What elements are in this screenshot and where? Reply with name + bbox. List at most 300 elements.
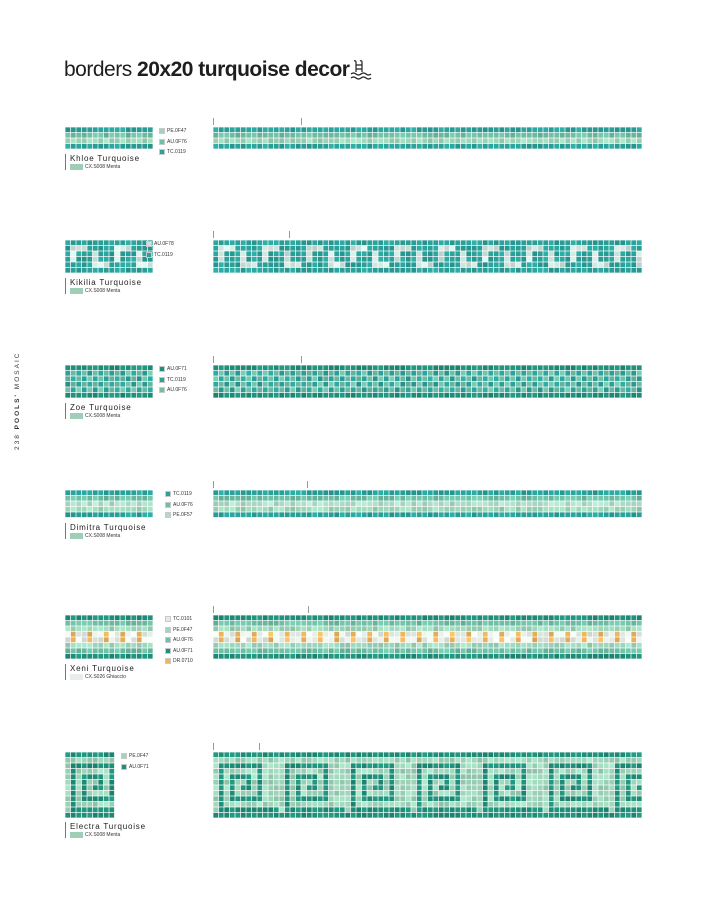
tile	[554, 774, 559, 779]
tile	[587, 785, 592, 790]
tile	[312, 371, 317, 376]
tile	[631, 758, 636, 763]
tile	[466, 769, 471, 774]
tile	[257, 251, 262, 256]
tile	[279, 133, 284, 138]
tile	[494, 387, 499, 392]
tile	[362, 371, 367, 376]
tile	[516, 643, 521, 648]
tile	[615, 621, 620, 626]
tile	[554, 371, 559, 376]
tile	[444, 262, 449, 267]
tile	[609, 144, 614, 149]
tile	[71, 507, 76, 512]
tile	[296, 654, 301, 659]
tile	[109, 758, 114, 763]
tile	[257, 365, 262, 370]
tile	[109, 813, 114, 818]
tile	[433, 240, 438, 245]
tile	[224, 807, 229, 812]
tile	[241, 371, 246, 376]
small-sample	[65, 127, 153, 149]
tile	[98, 490, 103, 495]
tile	[598, 512, 603, 517]
tile	[571, 365, 576, 370]
tile	[389, 654, 394, 659]
tile	[246, 490, 251, 495]
tile	[362, 780, 367, 785]
tile	[312, 615, 317, 620]
tile	[477, 127, 482, 132]
tile	[439, 763, 444, 768]
tile	[587, 144, 592, 149]
tile	[620, 813, 625, 818]
tile	[444, 780, 449, 785]
tile	[560, 393, 565, 398]
tile	[538, 251, 543, 256]
tile	[93, 813, 98, 818]
tile	[378, 615, 383, 620]
tile	[620, 648, 625, 653]
tile	[98, 501, 103, 506]
tile	[450, 791, 455, 796]
tile	[230, 268, 235, 273]
tile	[224, 490, 229, 495]
tile	[428, 807, 433, 812]
tile	[87, 654, 92, 659]
tile	[384, 376, 389, 381]
color-swatch	[165, 491, 171, 497]
tile	[224, 246, 229, 251]
tile	[93, 365, 98, 370]
tile	[230, 393, 235, 398]
tile	[296, 813, 301, 818]
tile	[466, 496, 471, 501]
tile	[598, 643, 603, 648]
tile	[104, 752, 109, 757]
tile	[400, 501, 405, 506]
tile	[620, 133, 625, 138]
tile	[532, 393, 537, 398]
tile	[549, 144, 554, 149]
grout-swatch	[70, 413, 83, 419]
tile	[82, 791, 87, 796]
tile	[499, 133, 504, 138]
tile	[466, 621, 471, 626]
tile	[87, 490, 92, 495]
tile	[428, 648, 433, 653]
tile	[356, 512, 361, 517]
grout-info	[70, 164, 140, 170]
tile	[395, 127, 400, 132]
tile	[494, 763, 499, 768]
tile	[334, 763, 339, 768]
tile	[356, 785, 361, 790]
tile	[406, 365, 411, 370]
tile	[235, 507, 240, 512]
tile	[505, 791, 510, 796]
color-swatch	[165, 627, 171, 633]
tile	[373, 648, 378, 653]
tile	[400, 785, 405, 790]
tile	[307, 796, 312, 801]
tile	[329, 654, 334, 659]
tile	[71, 251, 76, 256]
tile	[131, 262, 136, 267]
tile	[615, 643, 620, 648]
tile	[477, 769, 482, 774]
tile	[65, 512, 70, 517]
tile	[329, 643, 334, 648]
color-code	[165, 625, 193, 636]
tile	[87, 807, 92, 812]
tile	[461, 365, 466, 370]
tile	[241, 251, 246, 256]
tile	[307, 365, 312, 370]
tile	[98, 626, 103, 631]
tile	[224, 382, 229, 387]
tile	[532, 769, 537, 774]
tile	[494, 802, 499, 807]
tile	[604, 496, 609, 501]
tile	[340, 512, 345, 517]
tile	[494, 632, 499, 637]
tile	[312, 791, 317, 796]
tile	[521, 769, 526, 774]
tile	[323, 791, 328, 796]
tile	[505, 802, 510, 807]
tile	[395, 654, 400, 659]
tile	[340, 615, 345, 620]
tile	[351, 246, 356, 251]
tile	[367, 240, 372, 245]
tile	[439, 654, 444, 659]
tile	[115, 626, 120, 631]
tile	[527, 371, 532, 376]
tile	[433, 752, 438, 757]
tile	[219, 785, 224, 790]
measure-tick	[213, 481, 214, 488]
tile	[263, 643, 268, 648]
tile	[224, 262, 229, 267]
tile	[296, 365, 301, 370]
tile	[488, 257, 493, 262]
tile	[499, 376, 504, 381]
tile	[279, 774, 284, 779]
tile	[543, 251, 548, 256]
tile	[378, 632, 383, 637]
tile	[433, 138, 438, 143]
tile	[637, 626, 642, 631]
tile	[82, 496, 87, 501]
tile	[285, 246, 290, 251]
tile	[620, 501, 625, 506]
tile	[472, 637, 477, 642]
tile	[230, 262, 235, 267]
tile	[285, 490, 290, 495]
tile	[334, 796, 339, 801]
tile	[345, 507, 350, 512]
tile	[505, 785, 510, 790]
tile	[395, 807, 400, 812]
tile	[488, 371, 493, 376]
tile	[422, 371, 427, 376]
color-code	[165, 510, 193, 521]
tile	[406, 507, 411, 512]
tile	[455, 774, 460, 779]
tile	[362, 807, 367, 812]
tile	[477, 251, 482, 256]
tile	[609, 376, 614, 381]
tile	[582, 138, 587, 143]
tile	[450, 807, 455, 812]
tile	[367, 133, 372, 138]
tile	[527, 769, 532, 774]
tile	[395, 393, 400, 398]
tile	[626, 807, 631, 812]
tile	[76, 138, 81, 143]
tile	[274, 490, 279, 495]
tile	[257, 813, 262, 818]
tile	[499, 496, 504, 501]
tile	[538, 376, 543, 381]
tile	[137, 648, 142, 653]
tile	[268, 127, 273, 132]
tile	[356, 387, 361, 392]
tile	[137, 393, 142, 398]
tile	[285, 501, 290, 506]
tile	[131, 246, 136, 251]
tile	[521, 626, 526, 631]
tile	[510, 643, 515, 648]
tile	[626, 138, 631, 143]
tile	[549, 632, 554, 637]
tile	[565, 785, 570, 790]
tile	[472, 144, 477, 149]
tile	[76, 813, 81, 818]
tile	[477, 632, 482, 637]
tile	[296, 785, 301, 790]
grout-info	[70, 288, 142, 294]
tile	[549, 376, 554, 381]
tile	[246, 246, 251, 251]
tile	[115, 615, 120, 620]
tile	[510, 127, 515, 132]
tile	[235, 133, 240, 138]
product-name: Kikilia Turquoise	[70, 278, 142, 287]
tile	[120, 512, 125, 517]
tile	[131, 371, 136, 376]
tile	[521, 785, 526, 790]
tile	[406, 240, 411, 245]
tile	[71, 802, 76, 807]
tile	[538, 615, 543, 620]
tile	[510, 496, 515, 501]
tile	[576, 780, 581, 785]
tile	[87, 382, 92, 387]
tile	[104, 268, 109, 273]
tile	[235, 257, 240, 262]
tile	[257, 371, 262, 376]
tile	[351, 365, 356, 370]
tile	[318, 752, 323, 757]
tile	[71, 393, 76, 398]
tile	[87, 791, 92, 796]
tile	[109, 780, 114, 785]
tile	[582, 371, 587, 376]
tile	[428, 774, 433, 779]
tile	[461, 257, 466, 262]
tile	[76, 769, 81, 774]
tile	[87, 763, 92, 768]
tile	[466, 626, 471, 631]
tile	[71, 774, 76, 779]
tile	[477, 648, 482, 653]
tile	[411, 802, 416, 807]
tile	[576, 393, 581, 398]
tile	[340, 382, 345, 387]
tile	[120, 496, 125, 501]
tile	[543, 774, 548, 779]
tile	[532, 365, 537, 370]
tile	[137, 382, 142, 387]
tile	[104, 251, 109, 256]
tile	[367, 144, 372, 149]
tile	[488, 648, 493, 653]
tile	[554, 251, 559, 256]
tile	[477, 791, 482, 796]
tile	[312, 769, 317, 774]
tile	[340, 752, 345, 757]
tile	[65, 637, 70, 642]
tile	[362, 752, 367, 757]
tile	[576, 643, 581, 648]
tile	[219, 807, 224, 812]
tile	[477, 654, 482, 659]
tile	[367, 496, 372, 501]
tile	[587, 387, 592, 392]
tile	[65, 791, 70, 796]
tile	[604, 365, 609, 370]
tile	[499, 807, 504, 812]
product-name: Zoe Turquoise	[70, 403, 132, 412]
tile	[637, 780, 642, 785]
tile	[444, 774, 449, 779]
tile	[87, 758, 92, 763]
tile	[576, 648, 581, 653]
tile	[516, 371, 521, 376]
tile	[373, 365, 378, 370]
tile	[615, 144, 620, 149]
tile	[340, 371, 345, 376]
tile	[137, 496, 142, 501]
tile	[213, 127, 218, 132]
tile	[477, 393, 482, 398]
tile	[285, 807, 290, 812]
tile	[472, 240, 477, 245]
tile	[76, 496, 81, 501]
tile	[411, 763, 416, 768]
tile	[329, 268, 334, 273]
tile	[246, 382, 251, 387]
tile	[285, 615, 290, 620]
tile	[571, 796, 576, 801]
tile	[230, 774, 235, 779]
tile	[126, 262, 131, 267]
tile	[637, 774, 642, 779]
tile	[538, 138, 543, 143]
measure-tick	[213, 606, 214, 613]
border-strip	[213, 365, 642, 398]
tile	[301, 371, 306, 376]
tile	[609, 371, 614, 376]
tile	[400, 387, 405, 392]
tile	[263, 251, 268, 256]
tile	[549, 133, 554, 138]
tile	[620, 769, 625, 774]
tile	[329, 496, 334, 501]
tile	[620, 654, 625, 659]
tile	[274, 615, 279, 620]
tile	[571, 507, 576, 512]
tile	[472, 393, 477, 398]
tile	[516, 752, 521, 757]
tile	[395, 268, 400, 273]
tile	[104, 763, 109, 768]
tile	[450, 138, 455, 143]
tile	[87, 246, 92, 251]
tile	[417, 144, 422, 149]
tile	[538, 763, 543, 768]
tile	[527, 752, 532, 757]
tile	[472, 632, 477, 637]
tile	[422, 654, 427, 659]
tile	[131, 621, 136, 626]
tile	[400, 648, 405, 653]
tile	[362, 490, 367, 495]
tile	[120, 643, 125, 648]
tile	[417, 133, 422, 138]
tile	[609, 626, 614, 631]
tile	[356, 780, 361, 785]
tile	[593, 632, 598, 637]
tile	[252, 490, 257, 495]
tile	[433, 268, 438, 273]
tile	[389, 621, 394, 626]
tile	[104, 382, 109, 387]
tile	[241, 512, 246, 517]
tile	[604, 393, 609, 398]
tile	[417, 371, 422, 376]
tile	[609, 615, 614, 620]
tile	[301, 780, 306, 785]
tile	[323, 769, 328, 774]
tile	[279, 382, 284, 387]
tile	[71, 626, 76, 631]
tile	[307, 268, 312, 273]
tile	[505, 654, 510, 659]
tile	[268, 512, 273, 517]
tile	[329, 632, 334, 637]
tile	[505, 632, 510, 637]
tile	[428, 268, 433, 273]
tile	[87, 257, 92, 262]
tile	[340, 376, 345, 381]
tile	[466, 791, 471, 796]
tile	[411, 376, 416, 381]
tile	[389, 376, 394, 381]
tile	[400, 637, 405, 642]
